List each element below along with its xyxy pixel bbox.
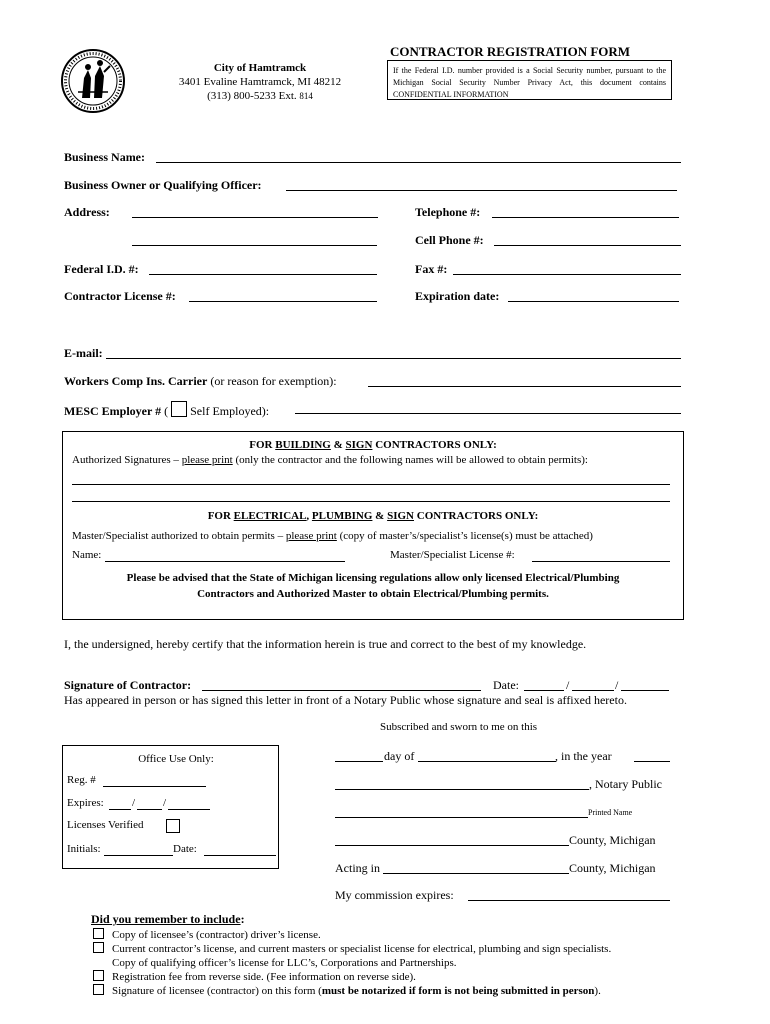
address-field-2[interactable] [132, 245, 377, 246]
city-phone [160, 90, 360, 102]
subscribed-sworn: Subscribed and sworn to me on this [380, 721, 538, 733]
mesc-field[interactable] [295, 413, 681, 414]
county-michigan-label: County, Michigan [569, 833, 656, 847]
checklist-colon: : [240, 912, 245, 926]
elec-word: ELECTRICAL [233, 510, 307, 522]
elec-post: CONTRACTORS ONLY: [414, 510, 539, 522]
office-date-field[interactable] [204, 855, 276, 856]
phone-text: (313) 800-5233 Ext. [207, 90, 297, 102]
checklist-item-text: Registration fee from reverse side. (Fee information on reverse side). [112, 971, 416, 983]
notary-day-field[interactable] [335, 761, 383, 762]
expires-slash-1: / [132, 797, 136, 809]
expiration-label: Expiration date: [415, 289, 500, 303]
notary-public-field[interactable] [335, 789, 589, 790]
cell-phone-field[interactable] [494, 245, 681, 246]
checklist-item-text: Copy of licensee’s (contractor) driver’s license. [112, 929, 321, 941]
date-year-field[interactable] [621, 690, 669, 691]
notary-note: Has appeared in person or has signed this letter in front of a Notary Public whose signature and seal is affixed hereto. [64, 693, 627, 707]
advisory-line-1: Please be advised that the State of Michigan licensing regulations allow only licensed Electrical/Plumbing [126, 572, 620, 584]
initials-field[interactable] [104, 855, 173, 856]
master-license-label: Master/Specialist License #: [390, 549, 515, 561]
expires-year-field[interactable] [168, 809, 210, 810]
contractor-license-label: Contractor License #: [64, 289, 176, 303]
checklist-last-pre: Signature of licensee (contractor) on this form ( [112, 985, 322, 997]
notary-month-field[interactable] [418, 761, 556, 762]
fax-label: Fax #: [415, 262, 448, 276]
checklist-item [93, 942, 611, 956]
auth-print: please print [181, 454, 233, 466]
checklist-item [93, 928, 611, 942]
master-post: (copy of master’s/specialist’s license(s) must be attached) [336, 530, 593, 542]
checklist-last-post: ). [594, 985, 601, 997]
checkbox-icon[interactable] [93, 984, 104, 995]
day-of-label: day of [384, 749, 415, 763]
authorized-signature-line-2[interactable] [72, 501, 670, 502]
checklist-item [93, 956, 611, 970]
commission-label: My commission expires: [335, 888, 454, 902]
mesc-bold: MESC Employer # [64, 404, 162, 418]
auth-pre: Authorized Signatures – [72, 454, 182, 466]
expires-month-field[interactable] [109, 809, 131, 810]
city-address: 3401 Evaline Hamtramck, MI 48212 [178, 76, 342, 88]
commission-field[interactable] [468, 900, 670, 901]
mesc-label [64, 401, 269, 419]
building-amp: & [330, 439, 346, 451]
self-employed-checkbox[interactable] [171, 401, 187, 417]
master-license-field[interactable] [532, 561, 670, 562]
mesc-rest: Self Employed): [190, 404, 270, 418]
elec-comma: , [306, 510, 312, 522]
county-field[interactable] [335, 845, 569, 846]
master-print: please print [285, 530, 337, 542]
building-post: CONTRACTORS ONLY: [372, 439, 497, 451]
county-michigan-label-2: County, Michigan [569, 861, 656, 875]
checklist [93, 928, 611, 998]
business-name-label: Business Name: [64, 150, 146, 164]
elec-pre: FOR [207, 510, 234, 522]
workers-comp-rest: (or reason for exemption): [207, 374, 337, 388]
sign-word: SIGN [345, 439, 373, 451]
checklist-item-text: Copy of qualifying officer’s license for LLC’s, Corporations and Partnerships. [112, 957, 457, 969]
federal-id-label: Federal I.D. #: [64, 262, 139, 276]
date-slash-2: / [615, 678, 619, 692]
office-date-label: Date: [173, 843, 197, 855]
workers-comp-bold: Workers Comp Ins. Carrier [64, 374, 208, 388]
seal-icon [60, 48, 126, 114]
advisory-line-2: Contractors and Authorized Master to obtain Electrical/Plumbing permits. [197, 588, 549, 600]
certification-statement: I, the undersigned, hereby certify that the information herein is true and correct to the best of my knowledge. [64, 637, 587, 651]
checklist-item-text: Current contractor’s license, and current masters or specialist license for electrical, plumbing and sign specialists. [112, 943, 612, 955]
signature-label: Signature of Contractor: [64, 678, 192, 692]
reg-label: Reg. # [67, 774, 96, 786]
electrical-heading [62, 510, 684, 522]
auth-post: (only the contractor and the following names will be allowed to obtain permits): [232, 454, 588, 466]
business-name-field[interactable] [156, 162, 681, 163]
date-slash-1: / [566, 678, 570, 692]
expiration-field[interactable] [508, 301, 679, 302]
printed-name-label: Printed Name [588, 808, 633, 817]
checkbox-icon[interactable] [93, 928, 104, 939]
expires-label: Expires: [67, 797, 104, 809]
acting-in-field[interactable] [383, 873, 569, 874]
master-name-field[interactable] [105, 561, 345, 562]
checklist-last-bold: must be notarized if form is not being submitted in person [321, 985, 595, 997]
building-heading [62, 439, 684, 451]
telephone-label: Telephone #: [415, 205, 481, 219]
notary-year-field[interactable] [634, 761, 670, 762]
licenses-verified-label: Licenses Verified [67, 819, 144, 831]
owner-field[interactable] [286, 190, 677, 191]
advisory-notice [62, 570, 684, 602]
cell-phone-label: Cell Phone #: [415, 233, 484, 247]
office-use-title: Office Use Only: [138, 753, 214, 765]
master-specialist-text [72, 530, 593, 542]
fax-field[interactable] [453, 274, 681, 275]
workers-comp-label [64, 374, 337, 389]
address-label: Address: [64, 205, 110, 219]
authorized-signatures [72, 454, 588, 466]
signature-date-label: Date: [493, 678, 519, 692]
initials-label: Initials: [67, 843, 101, 855]
checklist-title [91, 912, 245, 927]
federal-id-field[interactable] [149, 274, 377, 275]
master-name-label: Name: [72, 549, 102, 561]
workers-comp-field[interactable] [368, 386, 681, 387]
sign2-word: SIGN [387, 510, 414, 522]
checklist-item [93, 970, 611, 984]
reg-field[interactable] [103, 786, 206, 787]
date-month-field[interactable] [524, 690, 564, 691]
city-name: City of Hamtramck [213, 62, 307, 74]
email-label: E-mail: [64, 346, 103, 360]
expires-slash-2: / [163, 797, 167, 809]
master-pre: Master/Specialist authorized to obtain permits – [72, 530, 286, 542]
elec-amp: & [372, 510, 388, 522]
date-day-field[interactable] [572, 690, 614, 691]
in-year-label: , in the year [555, 749, 612, 763]
mesc-open: ( [161, 404, 169, 418]
owner-label: Business Owner or Qualifying Officer: [64, 178, 262, 192]
city-seal [60, 48, 126, 114]
checklist-item [93, 984, 611, 998]
expires-day-field[interactable] [137, 809, 162, 810]
address-field-1[interactable] [132, 217, 378, 218]
plumb-word: PLUMBING [311, 510, 373, 522]
notary-public-label: , Notary Public [589, 777, 662, 791]
signature-field[interactable] [202, 690, 481, 691]
building-word: BUILDING [275, 439, 331, 451]
checkbox-icon[interactable] [93, 970, 104, 981]
building-pre: FOR [249, 439, 276, 451]
form-title: CONTRACTOR REGISTRATION FORM [390, 44, 631, 59]
checkbox-icon[interactable] [93, 942, 104, 953]
contractor-license-field[interactable] [189, 301, 377, 302]
phone-ext: 814 [299, 91, 313, 101]
email-field[interactable] [106, 358, 681, 359]
authorized-signature-line-1[interactable] [72, 484, 670, 485]
privacy-notice: If the Federal I.D. number provided is a Social Security number, pursuant to the Michigan Social Security Number Privacy Act, this document contains CONFIDENTIAL INFORMATION [387, 60, 672, 100]
acting-in-label: Acting in [335, 861, 380, 875]
licenses-verified-checkbox[interactable] [166, 819, 180, 833]
printed-name-field[interactable] [335, 817, 588, 818]
telephone-field[interactable] [492, 217, 679, 218]
checklist-title-text: Did you remember to include [91, 912, 241, 926]
